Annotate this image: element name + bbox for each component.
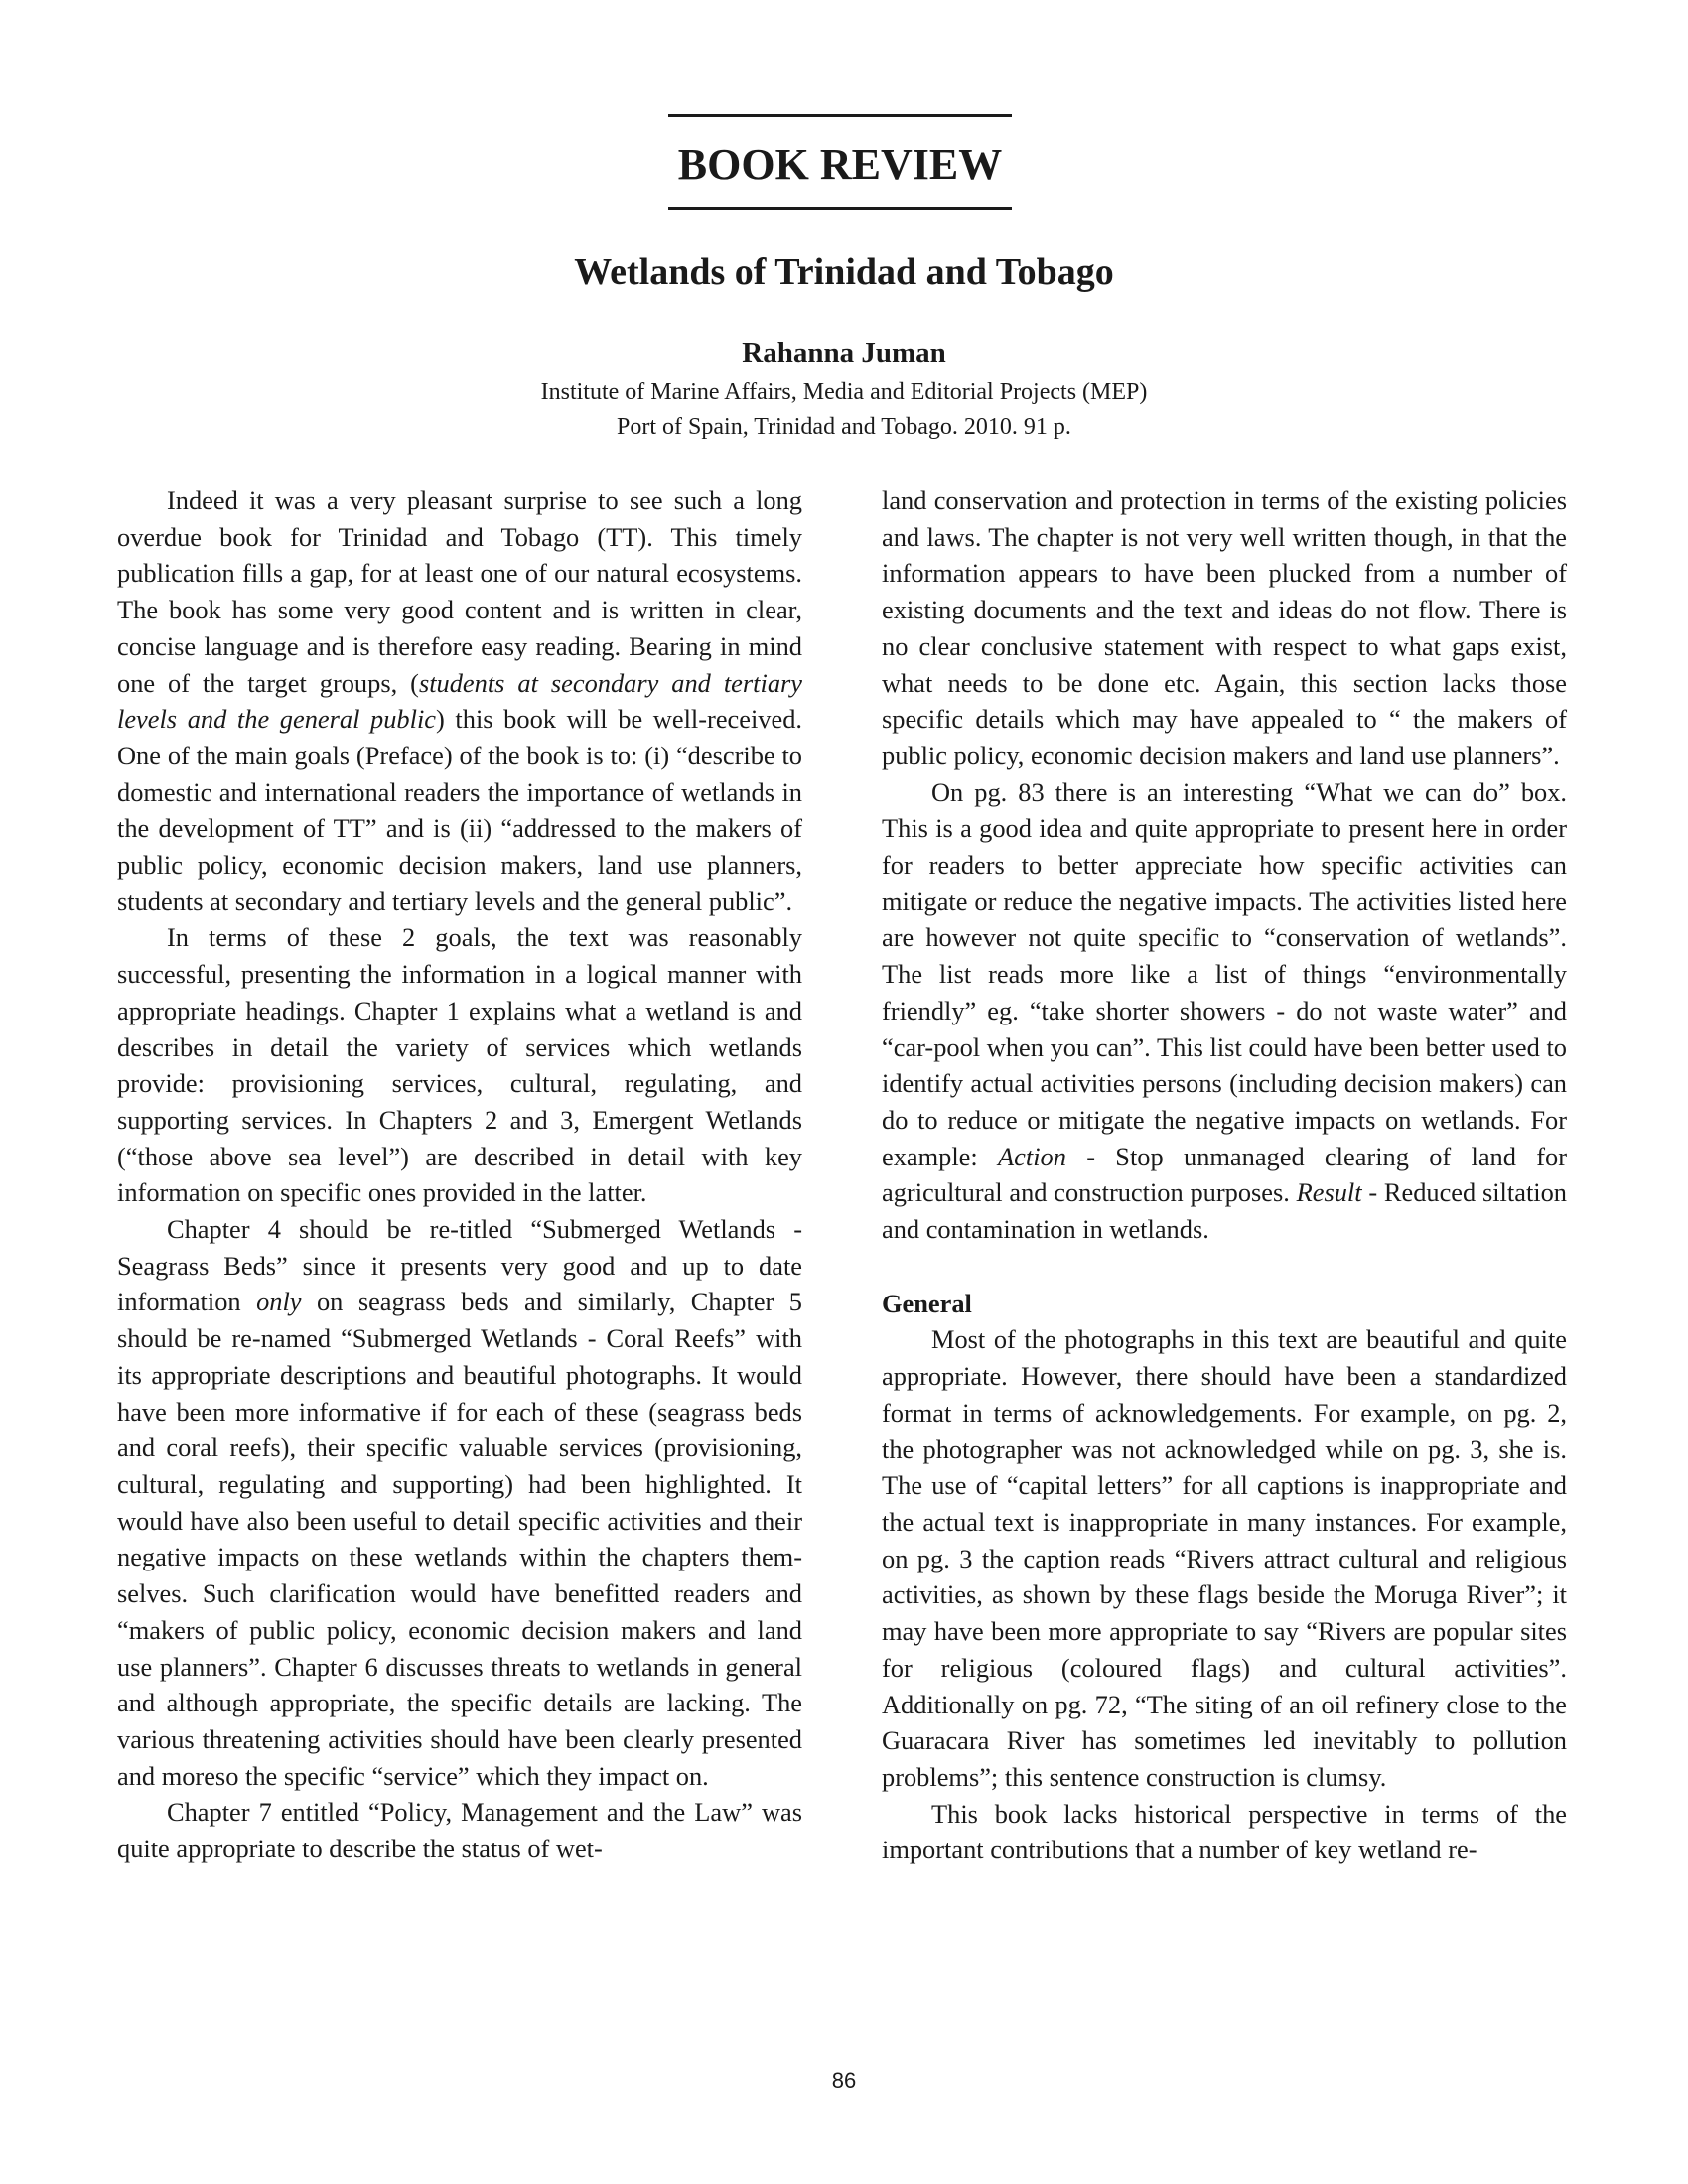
right-paragraph-1: land conservation and protection in terms of the existing policies and laws. The chapter is not very well written though, in that the information appears to have been plucked from a number of existing documents and the text and ideas do not flow. There is no clear conclusive statement with respect to what gaps exist, what needs to be done etc. Again, this section lacks those specific details which may have appealed to “ the makers of public policy, economic decision makers and land use planners”. (882, 485, 1567, 770)
right-paragraph-4: This book lacks historical perspective in terms of the important contributions that a number of key wetland re- (882, 1798, 1567, 1865)
place-line: Port of Spain, Trinidad and Tobago. 2010. 91 p. (617, 414, 1071, 440)
bottom-rule (668, 207, 1012, 210)
left-paragraph-1 (117, 482, 802, 919)
left-p1-text-b: ) this book will be well-received. One of the main goals (Preface) of the book is to: (i) “describe to domestic and international readers the importance of wetlands in the development of TT” and is (ii) “addressed to the makers of public policy, economic decision makers, land use planners, students at secondary and tertiary levels and the general public”. (117, 704, 802, 916)
left-paragraph-2: In terms of these 2 goals, the text was reasonably successful, presenting the information in a logical manner with appropriate headings. Chapter 1 explains what a wetland is and describes in detail the variety of services which wetlands provide: provisioning services, cultural, regulating, and supporting services. In Chapters 2 and 3, Emergent Wetlands (“those above sea level”) are described in detail with key information on specific ones provided in the latter. (117, 922, 802, 1208)
right-p2-italic-action: Action (998, 1141, 1066, 1171)
publication-info (0, 375, 1688, 445)
right-p2-text-b: - Stop unmanaged clearing of land for agricultural and construction purposes. (882, 1141, 1567, 1208)
left-paragraph-4: Chapter 7 entitled “Policy, Management and the Law” was quite appropriate to describe the status of wet- (117, 1797, 802, 1864)
left-p3-italic: only (256, 1287, 302, 1317)
left-p1-text-a: Indeed it was a very pleasant surprise to see such a long overdue book for Trinidad and Tobago (TT). This timely publication fills a gap, for at least one of our natural ecosystems. The book has some very good content and is written in clear, concise language and is therefore easy reading. Bearing in mind one of the target groups, ( (117, 485, 802, 698)
right-p2-text-a: On pg. 83 there is an interesting “What we can do” box. This is a good idea and quite appropriate to present here in order for readers to better appreciate how specific activities can mitigate or reduce the negative impacts. The activities listed here are however not quite specific to “conservation of wetlands”. The list reads more like a list of things “environmentally friendly” eg. “take shorter showers - do not waste water” and “car-pool when you can”. This list could have been better used to identify actual activities persons (including decision makers) can do to reduce or mitigate the negative impacts on wetlands. For example: (882, 776, 1567, 1171)
section-label: BOOK REVIEW (677, 140, 1003, 189)
right-column (882, 482, 1567, 1868)
section-heading-general: General (882, 1288, 972, 1318)
left-paragraph-3 (117, 1211, 802, 1794)
book-title: Wetlands of Trinidad and Tobago (574, 251, 1114, 293)
right-p2-text-c: - Reduced siltation and contamination in wetlands. (882, 1177, 1567, 1245)
left-p3-text-a: Chapter 4 should be re-titled “Submerged Wetlands - Seagrass Beds” since it presents very good and up to date information (117, 1214, 802, 1317)
left-p3-text-b: on seagrass beds and similarly, Chapter 5 should be re-named “Submerged Wetlands - Coral Reefs” with its appropriate descriptions and beautiful photographs. It would have been more informative if for each of these (seagrass beds and coral reefs), their specific valuable services (provisioning, cultural, regulating and supporting) had been highlighted. It would have also been useful to detail specific activities and their negative impacts on these wetlands within the chapters themselves. Such clarification would have benefitted readers and “makers of public policy, economic decision makers and land use planners”. Chapter 6 discusses threats to wetlands in general and although appropriate, the specific details are lacking. The various threatening activities should have been clearly presented and moreso the specific “service” which they impact on. (117, 1287, 802, 1791)
publisher-line: Institute of Marine Affairs, Media and Editorial Projects (MEP) (540, 379, 1148, 405)
left-p1-italic: students at secondary and tertiary levels and the general public (117, 667, 802, 735)
page-number: 86 (831, 2068, 857, 2093)
right-paragraph-2 (882, 774, 1567, 1248)
left-column (117, 482, 802, 1867)
right-paragraph-3: Most of the photographs in this text are beautiful and quite appropriate. However, there should have been a standardized format in terms of acknowledgements. For example, on pg. 2, the photographer was not acknowledged while on pg. 3, she is. The use of “capital letters” for all captions is inappropriate and the actual text is inappropriate in many instances. For example, on pg. 3 the caption reads “Rivers attract cultural and religious activities, as shown by these flags beside the Moruga River”; it may have been more appropriate to say “Rivers are popular sites for religious (coloured flags) and cultural activities”. Additionally on pg. 72, “The siting of an oil refinery close to the Guaracara River has sometimes led inevitably to pollution problems”; this sentence construction is clumsy. (882, 1324, 1567, 1792)
right-p2-italic-result: Result (1296, 1177, 1362, 1208)
section-banner (668, 114, 1012, 210)
book-author: Rahanna Juman (742, 338, 946, 369)
